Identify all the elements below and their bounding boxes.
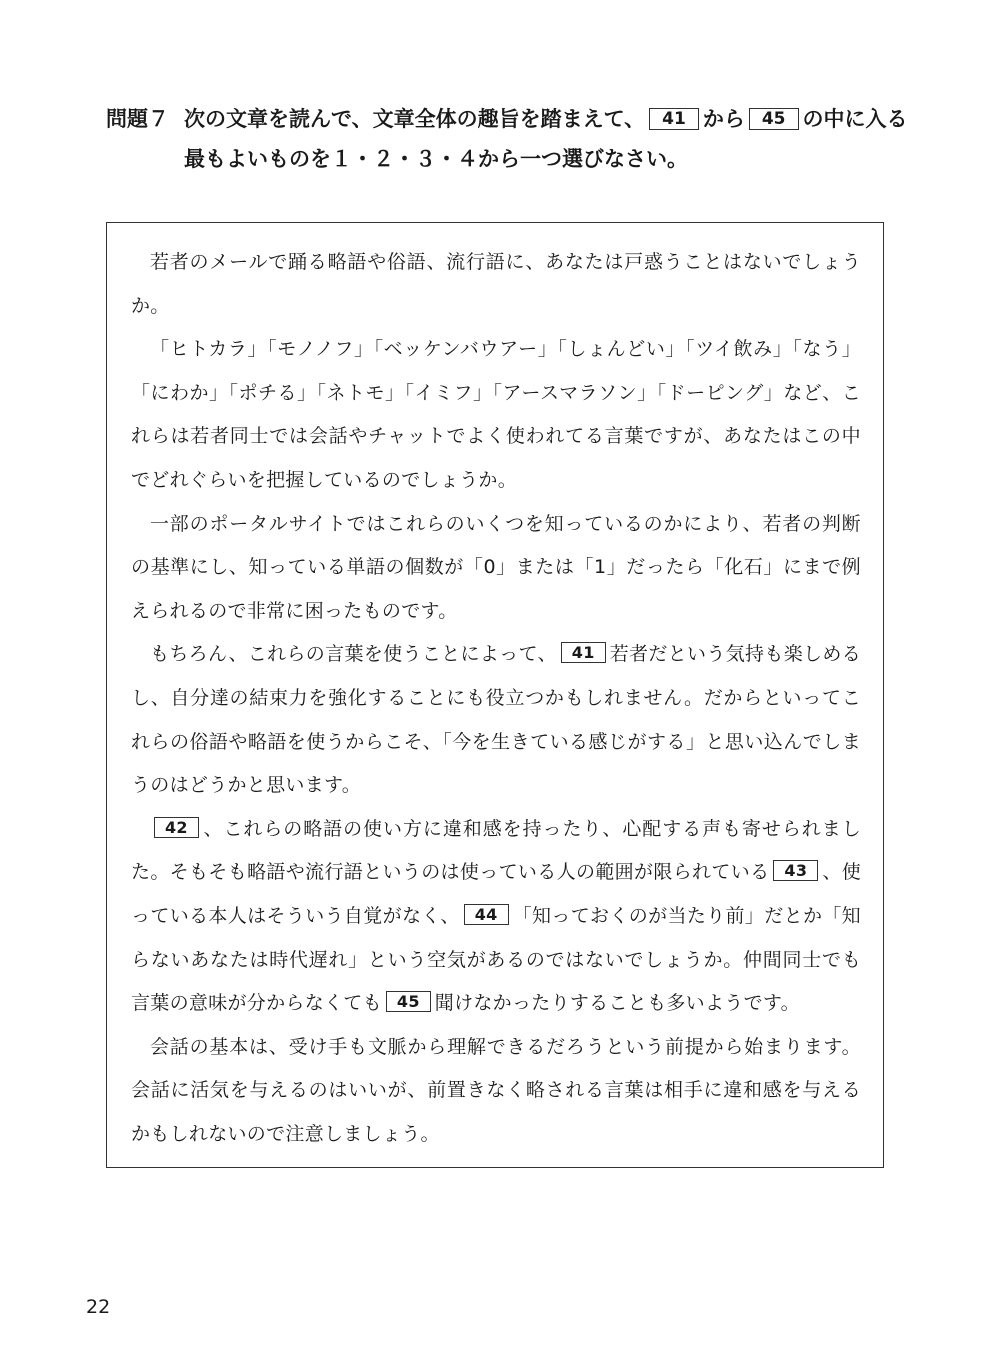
paragraph-6: 会話の基本は、受け手も文脈から理解できるだろうという前提から始まります。会話に活気を与えるのはいいが、前置きなく略される言葉は相手に違和感を与えるかもしれないので注意しましょう。 [131, 1035, 861, 1145]
blank-43-box: 43 [773, 860, 818, 881]
blank-end-box: 45 [749, 108, 799, 130]
reading-passage [131, 241, 861, 1156]
page-number: 22 [86, 1296, 111, 1318]
paragraph-5-text-c: 「知っておくのが当たり前」だとか「知らないあなたは時代遅れ」という空気があるのではないでしょうか。仲間同士でも言葉の意味が分からなくても [131, 904, 861, 1015]
paragraph-5-text-a: 、これらの略語の使い方に違和感を持ったり、心配する声も寄せられました。そもそも略語や流行語というのは使っている人の範囲が限られている [131, 817, 861, 884]
instruction-text-c: の中に入る [802, 107, 908, 131]
instruction-line-1 [184, 100, 908, 138]
paragraph-2: 「ヒトカラ」「モノノフ」「ベッケンバウアー」「しょんどい」「ツイ飲み」「なう」「にわか」「ポチる」「ネトモ」「イミフ」「アースマラソン」「ドーピング」など、これらは若者同士では会話やチャットでよく使われてる言葉ですが、あなたはこの中でどれぐらいを把握しているのでしょうか。 [131, 338, 861, 491]
blank-start-box: 41 [649, 108, 699, 130]
paragraph-5-text-b: 、使っている本人はそういう自覚がなく、 [131, 861, 861, 927]
paragraph-4-text-a: もちろん、これらの言葉を使うことによって、 [150, 643, 557, 666]
paragraph-5 [131, 808, 861, 1026]
paragraph-5-text-d: 聞けなかったりすることも多いようです。 [434, 992, 800, 1015]
instruction-text-a: 次の文章を読んで、文章全体の趣旨を踏まえて、 [184, 107, 646, 131]
paragraph-3: 一部のポータルサイトではこれらのいくつを知っているのかにより、若者の判断の基準にし、知っている単語の個数が「0」または「1」だったら「化石」にまで例えられるので非常に困ったものです。 [131, 512, 861, 622]
paragraph-1: 若者のメールで踊る略語や俗語、流行語に、あなたは戸惑うことはないでしょうか。 [131, 251, 861, 317]
paragraph-4 [131, 633, 861, 807]
question-label: 問題７ [106, 107, 169, 131]
blank-42-box: 42 [154, 817, 199, 838]
paragraph-4-text-b: 若者だという気持も楽しめるし、自分達の結束力を強化することにも役立つかもしれません。だからといってこれらの俗語や略語を使うからこそ、「今を生きている感じがする」と思い込んでしまうのはどうかと思います。 [131, 643, 861, 797]
blank-44-box: 44 [464, 904, 509, 925]
blank-41-box: 41 [561, 642, 606, 663]
instruction-line-2: 最もよいものを１・２・３・４から一つ選びなさい。 [184, 147, 688, 171]
blank-45-box: 45 [386, 991, 431, 1012]
passage-frame [106, 222, 884, 1168]
instruction-text-b: から [702, 107, 745, 131]
